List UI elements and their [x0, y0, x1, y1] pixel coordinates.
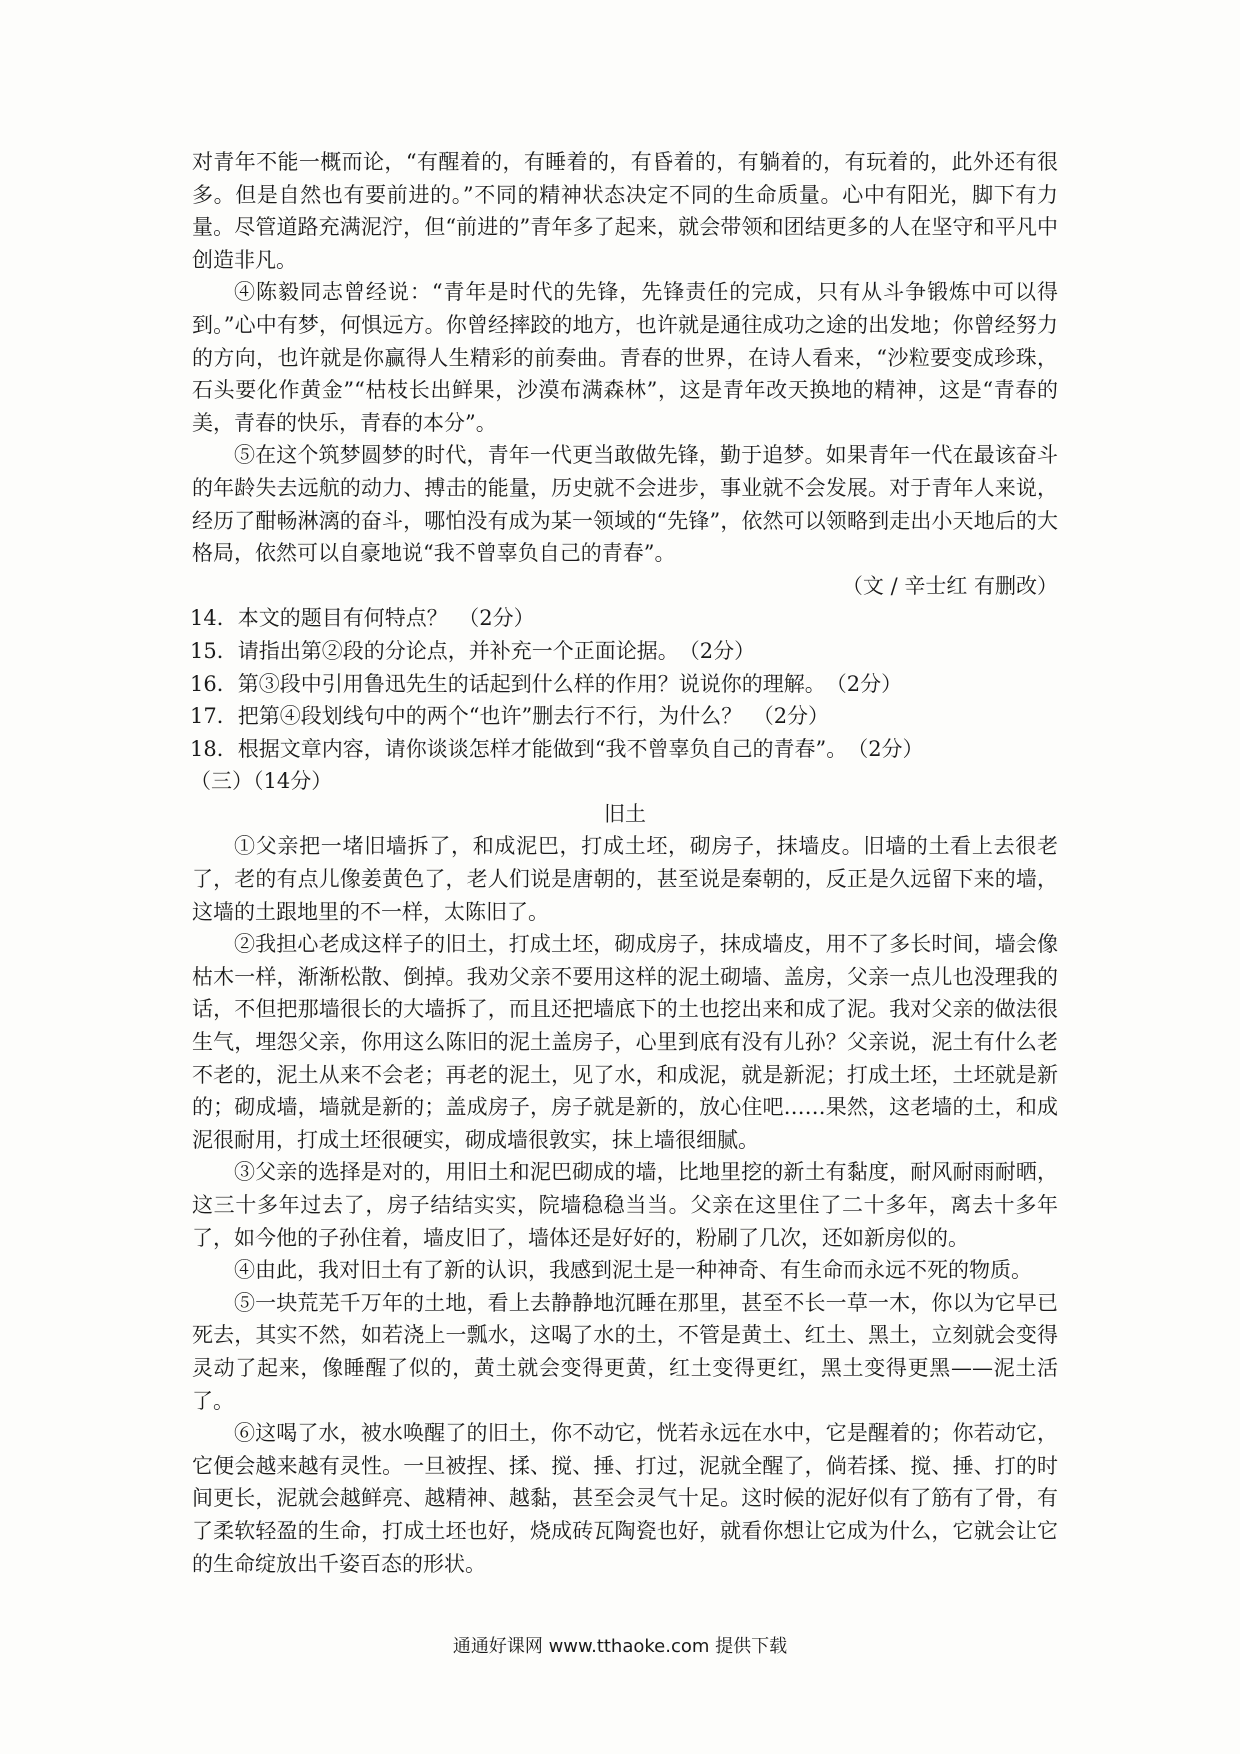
essay-paragraph-6: ⑥这喝了水，被水唤醒了的旧土，你不动它，恍若永远在水中，它是醒着的；你若动它，它便会越来越有灵性。一旦被捏、揉、搅、捶、打过，泥就全醒了，倘若揉、搅、捶、打的时间更长，泥就会越鲜亮、越精神、越黏，甚至会灵气十足。这时候的泥好似有了筋有了骨，有了柔软轻盈的生命，打成土坯也好，烧成砖瓦陶瓷也好，就看你想让它成为什么，它就会让它的生命绽放出千姿百态的形状。 — [192, 1421, 1058, 1576]
essay-paragraph-3: ③父亲的选择是对的，用旧土和泥巴砌成的墙，比地里挖的新土有黏度，耐风耐雨耐晒，这三十多年过去了，房子结结实实，院墙稳稳当当。父亲在这里住了二十多年，离去十多年了，如今他的子孙住着，墙皮旧了，墙体还是好好的，粉刷了几次，还如新房似的。 — [192, 1160, 1058, 1250]
question-16: 16．第③段中引用鲁迅先生的话起到什么样的作用？说说你的理解。 （2分） — [190, 671, 903, 696]
essay-paragraph-4: ④由此，我对旧土有了新的认识，我感到泥土是一种神奇、有生命而永远不死的物质。 — [234, 1258, 1032, 1283]
question-14: 14．本文的题目有何特点？ （2分） — [190, 606, 535, 631]
essay-paragraph-2: ②我担心老成这样子的旧土，打成土坯，砌成房子，抹成墙皮，用不了多长时间，墙会像枯木一样，渐渐松散、倒掉。我劝父亲不要用这样的泥土砌墙、盖房，父亲一点儿也没理我的话，不但把那墙很长的大墙拆了，而且还把墙底下的土也挖出来和成了泥。我对父亲的做法很生气，埋怨父亲，你用这么陈旧的泥土盖房子，心里到底有没有儿孙？父亲说，泥土有什么老不老的，泥土从来不会老；再老的泥土，见了水，和成泥，就是新泥；打成土坯，土坯就是新的；砌成墙，墙就是新的；盖成房子，房子就是新的，放心住吧……果然，这老墙的土，和成泥很耐用，打成土坯很硬实，砌成墙很敦实，抹上墙很细腻。 — [192, 932, 1058, 1152]
essay-title: 旧土 — [604, 801, 646, 826]
article-source: （文 / 辛士红 有删改） — [841, 573, 1058, 598]
document-page — [192, 146, 1058, 1580]
section-label: （三）（14分） — [190, 769, 333, 794]
paragraph-continued: 对青年不能一概而论，“有醒着的，有睡着的，有昏着的，有躺着的，有玩着的，此外还有很多。但是自然也有要前进的。”不同的精神状态决定不同的生命质量。心中有阳光，脚下有力量。尽管道路充满泥泞，但“前进的”青年多了起来，就会带领和团结更多的人在坚守和平凡中创造非凡。 — [192, 150, 1058, 272]
essay-paragraph-1: ①父亲把一堵旧墙拆了，和成泥巴，打成土坯，砌房子，抹墙皮。旧墙的土看上去很老了，老的有点儿像姜黄色了，老人们说是唐朝的，甚至说是秦朝的，反正是久远留下来的墙，这墙的土跟地里的不一样，太陈旧了。 — [192, 834, 1058, 924]
page-footer: 通通好课网 www.tthaoke.com 提供下载 — [452, 1636, 788, 1657]
question-15: 15．请指出第②段的分论点，并补充一个正面论据。 （2分） — [190, 638, 756, 663]
question-17: 17．把第④段划线句中的两个“也许”删去行不行，为什么？ （2分） — [190, 704, 830, 729]
essay-paragraph-5: ⑤一块荒芜千万年的土地，看上去静静地沉睡在那里，甚至不长一草一木，你以为它早已死去，其实不然，如若浇上一瓢水，这喝了水的土，不管是黄土、红土、黑土，立刻就会变得灵动了起来，像睡醒了似的，黄土就会变得更黄，红土变得更红，黑土变得更黑——泥土活了。 — [192, 1290, 1058, 1413]
paragraph-4: ④陈毅同志曾经说：“青年是时代的先锋，先锋责任的完成，只有从斗争锻炼中可以得到。”心中有梦，何惧远方。你曾经摔跤的地方，也许就是通往成功之途的出发地；你曾经努力的方向，也许就是你赢得人生精彩的前奏曲。青春的世界，在诗人看来，“沙粒要变成珍珠，石头要化作黄金”“枯枝长出鲜果，沙漠布满森林”，这是青年改天换地的精神，这是“青春的美，青春的快乐，青春的本分”。 — [192, 280, 1058, 435]
paragraph-5: ⑤在这个筑梦圆梦的时代，青年一代更当敢做先锋，勤于追梦。如果青年一代在最该奋斗的年龄失去远航的动力、搏击的能量，历史就不会进步，事业就不会发展。对于青年人来说，经历了酣畅淋漓的奋斗，哪怕没有成为某一领域的“先锋”，依然可以领略到走出小天地后的大格局，依然可以自豪地说“我不曾辜负自己的青春”。 — [192, 443, 1058, 566]
question-18: 18．根据文章内容，请你谈谈怎样才能做到“我不曾辜负自己的青春”。 （2分） — [190, 736, 924, 761]
